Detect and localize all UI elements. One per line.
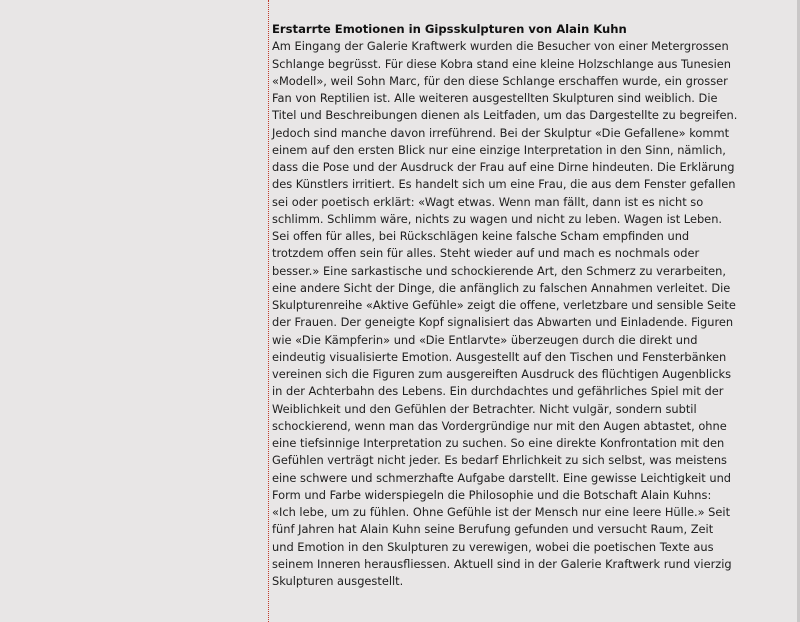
- left-sidebar-blank: [0, 0, 268, 622]
- article: [272, 21, 738, 590]
- article-title: Erstarrte Emotionen in Gipsskulpturen von Alain Kuhn: [272, 22, 627, 36]
- column-divider: [268, 0, 269, 622]
- article-body: Am Eingang der Galerie Kraftwerk wurden die Besucher von einer Metergrossen Schlange begrüsst. Für diese Kobra stand eine kleine Holzschlange aus Tunesien «Modell», weil Sohn Marc, für den diese Schlange erschaffen wurde, ein grosser Fan von Reptilien ist. Alle weiteren ausgestellten Skulpturen sind weiblich. Die Titel und Beschreibungen dienen als Leitfaden, um das Dargestellte zu begreifen. Jedoch sind manche davon irreführend. Bei der Skulptur «Die Gefallene» kommt einem auf den ersten Blick nur eine einzige Interpretation in den Sinn, nämlich, dass die Pose und der Ausdruck der Frau auf eine Dirne hindeuten. Die Erklärung des Künstlers irritiert. Es handelt sich um eine Frau, die aus dem Fenster gefallen sei oder poetisch erklärt: «Wagt etwas. Wenn man fällt, dann ist es nicht so schlimm. Schlimm wäre, nichts zu wagen und nicht zu leben. Wagen ist Leben. Sei offen für alles, bei Rückschlägen keine falsche Scham empfinden und trotzdem offen sein für alles. Steht wieder auf und mach es nochmals oder besser.» Eine sarkastische und schockierende Art, den Schmerz zu verarbeiten, eine andere Sicht der Dinge, die anfänglich zu falschen Annahmen verleitet. Die Skulpturenreihe «Aktive Gefühle» zeigt die offene, verletzbare und sensible Seite der Frauen. Der geneigte Kopf signalisiert das Abwarten und Einladende. Figuren wie «Die Kämpferin» und «Die Entlarvte» überzeugen durch die direkt und eindeutig visualisierte Emotion. Ausgestellt auf den Tischen und Fensterbänken vereinen sich die Figuren zum ausgereiften Ausdruck des flüchtigen Augenblicks in der Achterbahn des Lebens. Ein durchdachtes und gefährliches Spiel mit der Weiblichkeit und den Gefühlen der Betrachter. Nicht vulgär, sondern subtil schockierend, wenn man das Vordergründige nur mit den Augen abtastet, ohne eine tiefsinnige Interpretation zu suchen. So eine direkte Konfrontation mit den Gefühlen verträgt nicht jeder. Es bedarf Ehrlichkeit zu sich selbst, was meistens eine schwere und schmerzhafte Aufgabe darstellt. Eine gewisse Leichtigkeit und Form und Farbe widerspiegeln die Philosophie und die Botschaft Alain Kuhns: «Ich lebe, um zu fühlen. Ohne Gefühle ist der Mensch nur eine leere Hülle.» Seit fünf Jahren hat Alain Kuhn seine Berufung gefunden und versucht Raum, Zeit und Emotion in den Skulpturen zu verewigen, wobei die poetischen Texte aus seinem Inneren herausfliessen. Aktuell sind in der Galerie Kraftwerk rund vierzig Skulpturen ausgestellt.: [272, 39, 738, 588]
